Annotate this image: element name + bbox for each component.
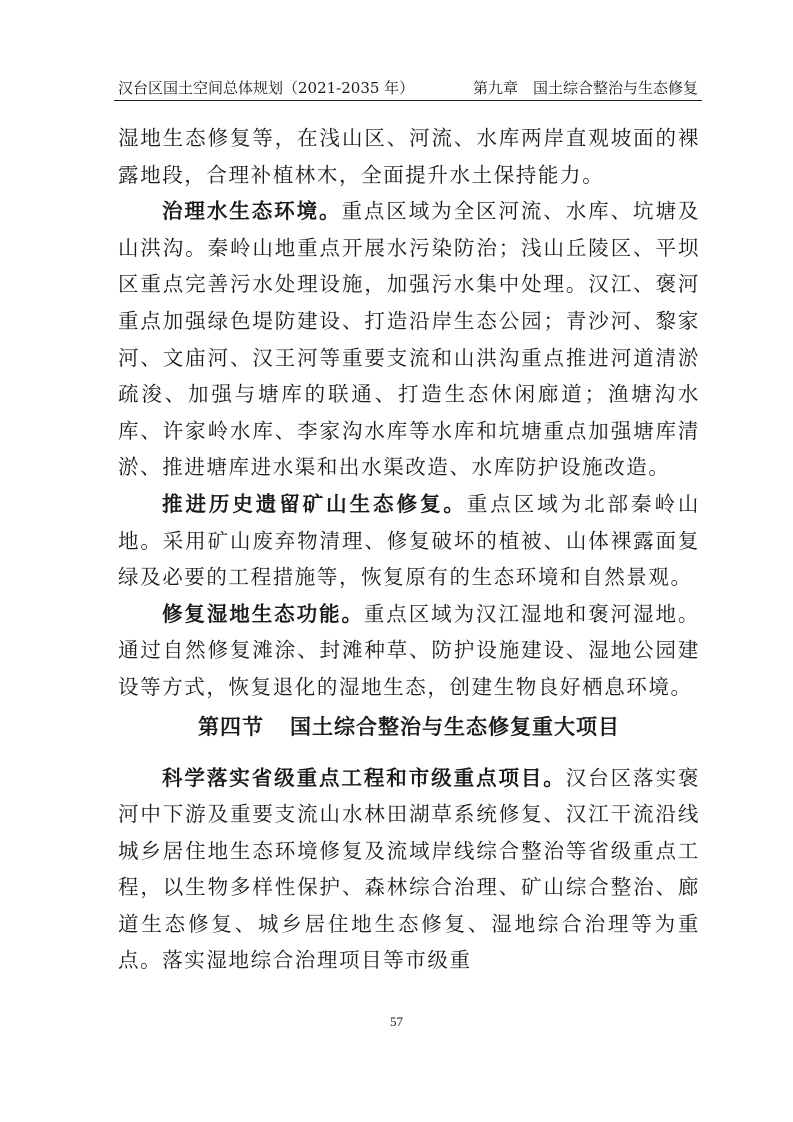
paragraph-text: 重点区域为汉江湿地和褒河湿地。通过自然修复滩涂、封滩种草、防护设施建设、湿地公园建设等方式，恢复退化的湿地生态，创建生物良好栖息环境。 — [118, 601, 700, 699]
header-chapter-title: 第九章 国土综合整治与生态修复 — [472, 79, 698, 97]
header-document-title: 汉台区国土空间总体规划（2021-2035 年） — [118, 79, 415, 97]
paragraph-mine-restoration — [118, 486, 700, 596]
section-heading — [118, 708, 700, 746]
paragraph-lead: 修复湿地生态功能。 — [162, 601, 364, 626]
page-number: 57 — [390, 1014, 403, 1029]
paragraph-text: 重点区域为北部秦岭山地。采用矿山废弃物清理、修复破坏的植被、山体裸露面复绿及必要的工程措施等，恢复原有的生态环境和自然景观。 — [118, 491, 700, 590]
paragraph-lead: 推进历史遗留矿山生态修复。 — [162, 491, 467, 516]
paragraph-continuation — [118, 120, 700, 193]
paragraph-text: 汉台区落实褒河中下游及重要支流山水林田湖草系统修复、汉江干流沿线城乡居住地生态环境修复及流域岸线综合整治等省级重点工程，以生物多样性保护、森林综合治理、矿山综合整治、廊道生态修复、城乡居住地生态修复、湿地综合治理等为重点。落实湿地综合治理项目等市级重 — [118, 765, 700, 973]
section-title: 国土综合整治与生态修复重大项目 — [290, 713, 620, 739]
section-number: 第四节 — [198, 713, 264, 739]
page-body — [118, 120, 700, 979]
paragraph-key-projects — [118, 760, 700, 980]
running-header — [118, 78, 698, 98]
paragraph-lead: 科学落实省级重点工程和市级重点项目。 — [162, 765, 566, 790]
paragraph-text: 湿地生态修复等，在浅山区、河流、水库两岸直观坡面的裸露地段，合理补植林木，全面提升水土保持能力。 — [118, 126, 700, 187]
header-divider — [114, 100, 702, 101]
paragraph-wetland-function — [118, 596, 700, 706]
paragraph-lead: 治理水生态环境。 — [162, 199, 342, 224]
paragraph-water-ecology — [118, 193, 700, 486]
paragraph-text: 重点区域为全区河流、水库、坑塘及山洪沟。秦岭山地重点开展水污染防治；浅山丘陵区、平坝区重点完善污水处理设施，加强污水集中处理。汉江、褒河重点加强绿色堤防建设、打造沿岸生态公园；青沙河、黎家河、文庙河、汉王河等重要支流和山洪沟重点推进河道清淤疏浚、加强与塘库的联通、打造生态休闲廊道；渔塘沟水库、许家岭水库、李家沟水库等水库和坑塘重点加强塘库清淤、推进塘库进水渠和出水渠改造、水库防护设施改造。 — [118, 199, 700, 480]
